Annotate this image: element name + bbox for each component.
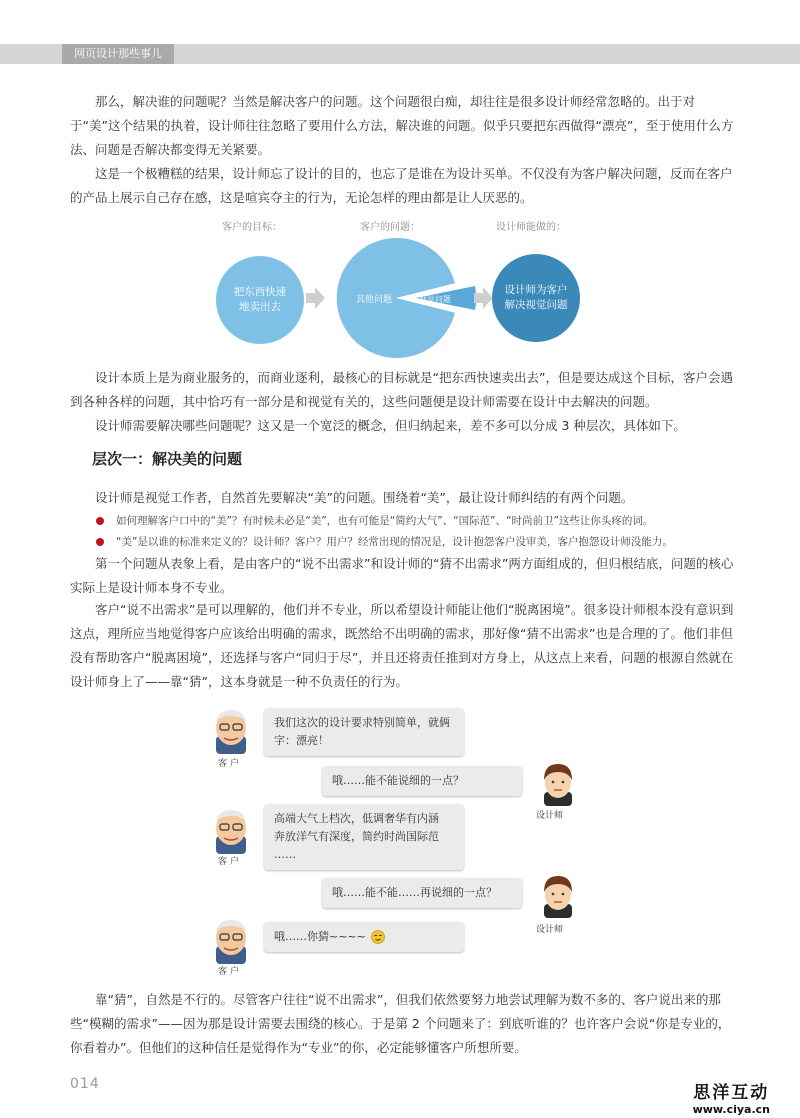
chat-bubble-text: 奔放洋气有深度，简约时尚国际范 xyxy=(274,830,439,843)
diagram-label-goal: 客户的目标： xyxy=(222,222,282,233)
bullet-dot-icon xyxy=(96,517,104,525)
bullet-item xyxy=(96,514,653,528)
paragraph-8: 靠“猜”，自然是不行的。尽管客户往往“说不出需求”，但我们依然要努力地尝试理解为数不多的、客户说出来的那些“模糊的需求”——因为那是设计需要去围绕的核心。于是第 2 个问题来了：到底听谁的？也许客户会说“你是专业的，你看着办”。但他们的这种信任是觉得作为“专业”的你，必定能够懂客户所想所要。 xyxy=(70,992,731,1055)
bullet-dot-icon xyxy=(96,538,104,546)
arrow-right-icon xyxy=(306,286,326,310)
client-avatar-icon xyxy=(208,916,254,964)
pie-label-visual: 视觉问题 xyxy=(419,295,451,304)
chat-bubble-client-2 xyxy=(264,804,464,870)
designer-circle-line-2: 解决视觉问题 xyxy=(504,299,568,311)
designer-avatar-icon xyxy=(538,872,578,918)
paragraph-2: 这是一个极糟糕的结果，设计师忘了设计的目的，也忘了是谁在为设计买单。不仅没有为客户解决问题，反而在客户的产品上展示自己存在感，这是喧宾夺主的行为，无论怎样的理由都是让人厌恶的。 xyxy=(70,166,733,205)
chat-bubble-designer-2 xyxy=(322,878,522,908)
client-avatar-icon xyxy=(208,706,254,754)
diagram-label-designer: 设计师能做的： xyxy=(496,222,566,233)
smirk-emoji-icon xyxy=(371,930,385,944)
designer-circle xyxy=(492,254,580,342)
running-header xyxy=(0,44,800,64)
page-number: 014 xyxy=(70,1076,100,1092)
chat-bubble-text: 哦……能不能……再说细的一点？ xyxy=(332,886,497,899)
goal-circle-line-2: 地卖出去 xyxy=(239,301,281,313)
bullet-text: 如何理解客户口中的“美”？有时候未必是“美”，也有可能是“简约大气”、“国际范”、“时尚前卫”这些让你头疼的词。 xyxy=(116,515,654,527)
chat-bubble-designer-1 xyxy=(322,766,522,796)
paragraph-4: 设计师需要解决哪些问题呢？这又是一个宽泛的概念，但归纳起来，差不多可以分成 3 种层次，具体如下。 xyxy=(95,418,686,433)
goal-circle-line-1: 把东西快速 xyxy=(233,286,287,298)
bullet-text: “美”是以谁的标准来定义的？设计师？客户？用户？经常出现的情况是，设计抱怨客户没审美，客户抱怨设计师没能力。 xyxy=(116,536,673,548)
paragraph-7: 客户“说不出需求”是可以理解的，他们并不专业，所以希望设计师能让他们“脱离困境”。很多设计师根本没有意识到这点，理所应当地觉得客户应该给出明确的需求，既然给不出明确的需求，那好像“猜不出需求”也是合理的了。他们非但没有帮助客户“脱离困境”，还选择与客户“同归于尽”，并且还将责任推到对方身上，从这点上来看，问题的根源自然就在设计师身上了——靠“猜”，这本身就是一种不负责任的行为。 xyxy=(70,602,734,689)
problem-pie xyxy=(328,228,488,368)
chat-bubble-text: 高端大气上档次，低调奢华有内涵 xyxy=(274,812,439,825)
paragraph-5: 设计师是视觉工作者，自然首先要解决“美”的问题。围绕着“美”，最让设计师纠结的有两个问题。 xyxy=(95,490,634,505)
chat-bubble-text: 我们这次的设计要求特别简单，就俩 xyxy=(274,716,450,729)
paragraph-1: 那么，解决谁的问题呢？当然是解决客户的问题。这个问题很白痴，却往往是很多设计师经常忽略的。出于对于“美”这个结果的执着，设计师往往忽略了要用什么方法，解决谁的问题。似乎只要把东西做得“漂亮”，至于使用什么方法、问题是否解决都变得无关紧要。 xyxy=(70,94,734,157)
designer-label: 设计师 xyxy=(536,925,564,935)
chat-bubble-client-1 xyxy=(264,708,464,756)
running-header-title: 网页设计那些事儿 xyxy=(62,44,174,64)
paragraph-3: 设计本质上是为商业服务的，而商业逐利，最核心的目标就是“把东西快速卖出去”，但是要达成这个目标，客户会遇到各种各样的问题，其中恰巧有一部分是和视觉有关的，这些问题便是设计师需要在设计中去解决的问题。 xyxy=(70,370,733,409)
client-label: 客 户 xyxy=(218,857,239,867)
watermark-url: www.ciya.cn xyxy=(692,1103,770,1116)
chat-illustration xyxy=(200,700,600,980)
section-title: 层次一：解决美的问题 xyxy=(92,450,243,468)
designer-circle-line-1: 设计师为客户 xyxy=(504,284,568,296)
chat-bubble-client-3 xyxy=(264,922,464,952)
client-avatar-icon xyxy=(208,806,254,854)
designer-label: 设计师 xyxy=(536,811,564,821)
arrow-right-icon xyxy=(474,286,494,310)
goal-circle xyxy=(216,256,304,344)
designer-avatar-icon xyxy=(538,760,578,806)
chat-bubble-text: 哦……你猜~~~~ xyxy=(274,930,366,943)
watermark xyxy=(693,1078,770,1116)
client-label: 客 户 xyxy=(218,759,239,769)
bullet-item xyxy=(96,535,673,549)
watermark-brand: 思洋互动 xyxy=(693,1083,770,1103)
problem-diagram xyxy=(200,218,600,378)
pie-label-other: 其他问题 xyxy=(356,295,393,305)
chat-bubble-text: …… xyxy=(274,848,296,861)
chat-bubble-text: 字：漂亮！ xyxy=(274,734,329,747)
paragraph-6: 第一个问题从表象上看，是由客户的“说不出需求”和设计师的“猜不出需求”两方面组成的，但归根结底，问题的核心实际上是设计师本身不专业。 xyxy=(70,556,734,595)
chat-bubble-text: 哦……能不能说细的一点？ xyxy=(332,774,464,787)
client-label: 客 户 xyxy=(218,967,239,977)
diagram-label-problem: 客户的问题： xyxy=(360,222,420,233)
